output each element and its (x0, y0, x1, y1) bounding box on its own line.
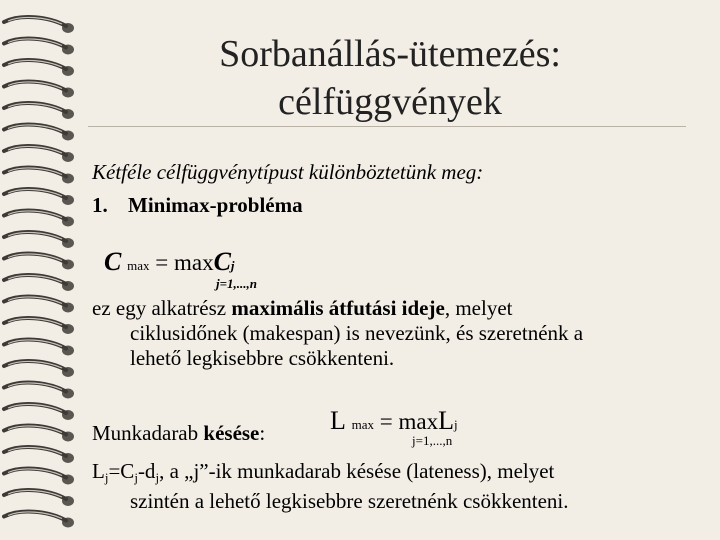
binding-ring (4, 447, 74, 463)
binding-ring (4, 426, 74, 442)
binding-ring (4, 404, 74, 420)
lateness-continuation: szintén a lehető legkisebbre szeretnénk csökkenteni. (130, 489, 569, 513)
binding-ring (4, 490, 74, 506)
lat-l1-sub: j (104, 470, 109, 485)
lateness-head-post: : (259, 421, 266, 445)
list-label: Minimax-probléma (128, 193, 303, 217)
formula-op: max (173, 250, 214, 275)
formula-eq: = (155, 250, 169, 275)
lat-l1: L (92, 459, 105, 483)
intro-text: Kétféle célfüggvénytípust különböztetünk meg: (92, 160, 484, 184)
binding-ring (4, 17, 74, 33)
lateness-heading (92, 421, 265, 446)
binding-ring (4, 383, 74, 399)
formula2-rhs-sub: j (454, 417, 458, 432)
para-line2: ciklusidőnek (makespan) is nevezünk, és szeretnénk a (130, 321, 584, 345)
para-line1-post: , melyet (444, 296, 513, 320)
makespan-paragraph (92, 296, 583, 371)
formula-rhs-sub: j (230, 258, 235, 273)
slide-title (90, 30, 690, 126)
binding-ring (4, 254, 74, 270)
lat-l3-sub: j (155, 470, 160, 485)
binding-ring (4, 469, 74, 485)
lateness-head-bold: késése (203, 421, 260, 445)
title-line-1: Sorbanállás-ütemezés: (219, 33, 561, 75)
formula-cmax (104, 247, 257, 291)
formula-range: j=1,...,n (216, 276, 257, 291)
binding-ring (4, 361, 74, 377)
formula-lhs: C (104, 247, 122, 276)
binding-ring (4, 125, 74, 141)
title-line-2: célfüggvények (278, 81, 502, 123)
lat-l4: , a „j”-ik munkadarab késése (lateness), melyet (159, 459, 555, 483)
binding-ring (4, 297, 74, 313)
formula2-lhs-sub: max (351, 417, 375, 432)
title-divider (88, 126, 686, 127)
formula2-eq: = (379, 409, 393, 434)
binding-ring (4, 340, 74, 356)
para-line3: lehető legkisebbre csökkenteni. (130, 346, 395, 370)
formula2-lhs: L (330, 406, 346, 435)
binding-ring (4, 60, 74, 76)
lat-l2-sub: j (134, 470, 138, 485)
formula2-op: max (398, 409, 439, 434)
lat-l2: =C (108, 459, 135, 483)
binding-ring (4, 232, 74, 248)
formula-lmax (330, 406, 458, 448)
para-line1-bold: maximális átfutási ideje (231, 296, 445, 320)
binding-ring (4, 318, 74, 334)
binding-ring (4, 39, 74, 55)
formula2-rhs: L (438, 406, 455, 435)
binding-ring (4, 512, 74, 528)
list-number: 1. (92, 193, 108, 217)
lateness-head-pre: Munkadarab (92, 421, 204, 445)
para-line1-pre: ez egy alkatrész (92, 296, 232, 320)
binding-ring (4, 168, 74, 184)
binding-ring (4, 82, 74, 98)
formula2-range: j=1,...,n (412, 433, 453, 448)
list-item-minimax (92, 193, 303, 218)
lat-l3: -d (137, 459, 156, 483)
formula-rhs: C (213, 247, 231, 276)
spiral-binding (0, 0, 82, 540)
lateness-definition (92, 459, 554, 490)
formula-lhs-sub: max (127, 258, 150, 273)
binding-ring (4, 146, 74, 162)
binding-ring (4, 275, 74, 291)
binding-ring (4, 189, 74, 205)
binding-ring (4, 103, 74, 119)
binding-ring (4, 211, 74, 227)
